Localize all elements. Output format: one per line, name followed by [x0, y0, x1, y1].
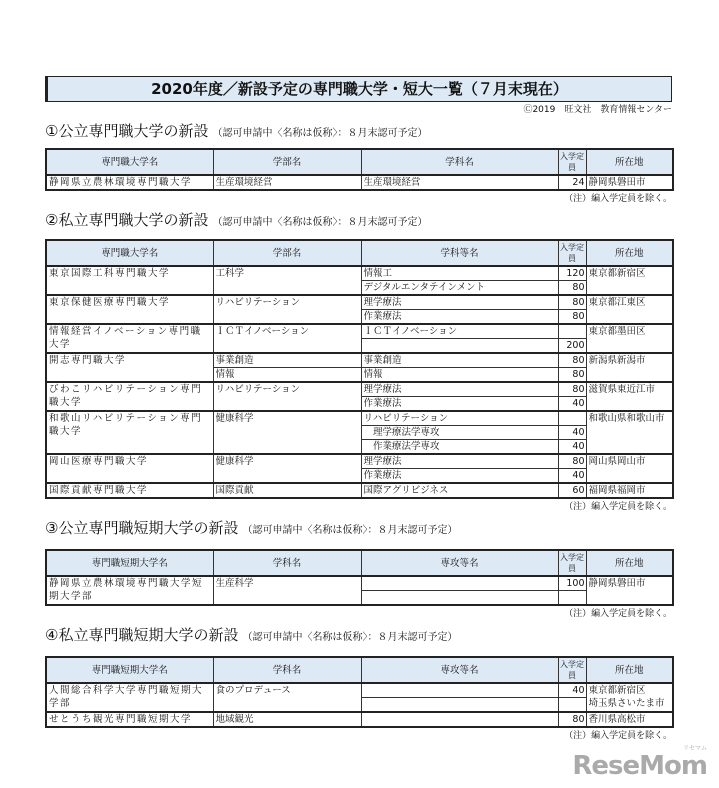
school-name-cell: [46, 712, 213, 727]
section-private-junior-college: [45, 625, 672, 743]
faculty-name: 事業創造: [214, 354, 361, 368]
faculty-name: 健康科学: [215, 456, 254, 467]
department-name: 生産環境経営: [363, 177, 421, 188]
school-name: 東京国際工科専門職大学: [49, 268, 171, 279]
logo-sub: リセマム: [683, 745, 707, 752]
school-name-cell: [46, 683, 213, 712]
column-header: 専門職短期大学名: [46, 550, 213, 576]
school-name: [49, 309, 211, 322]
department-name-cell: [361, 324, 558, 353]
location: [589, 468, 671, 481]
table-row: [46, 483, 673, 498]
capacity: 80: [559, 296, 587, 310]
column-header: 専攻等名: [361, 550, 558, 576]
school-name: 職大学: [49, 397, 83, 408]
section-subtitle: （認可申請中〈名称は仮称〉：８月末認可予定）: [242, 632, 458, 643]
resemom-logo: [45, 745, 707, 780]
school-name: 静岡県立農林環境専門職大学短: [49, 578, 204, 589]
table-row: [46, 266, 673, 295]
department-name: [364, 713, 556, 726]
department-name: 理学療法: [362, 383, 558, 397]
capacity: 80: [572, 714, 585, 725]
capacity: 80: [559, 383, 587, 397]
school-name: 学部: [49, 698, 72, 709]
department-name: [362, 577, 558, 591]
faculty-name-cell: [213, 324, 361, 353]
location-cell: [586, 683, 673, 712]
school-name-cell: [46, 454, 213, 483]
column-header: 学科名: [361, 149, 558, 175]
department-name: [362, 684, 558, 698]
school-name: 人間総合科学大学専門職短期大: [49, 685, 204, 696]
location: [589, 280, 671, 293]
footnote: （注）編入学定員を除く。: [564, 609, 672, 619]
faculty-name-cell: [213, 353, 361, 382]
department-name: [364, 591, 556, 604]
column-header: 専門職大学名: [46, 240, 213, 266]
column-header: 所在地: [586, 240, 673, 266]
capacity-cell: [558, 382, 586, 411]
department-name: 情報: [363, 369, 383, 380]
department-name: 事業創造: [362, 354, 558, 368]
column-header: 学科名: [213, 657, 361, 683]
column-header: 所在地: [586, 657, 673, 683]
faculty-name: 国際貢献: [215, 485, 254, 496]
capacity: 40: [572, 441, 585, 452]
faculty-name-cell: [213, 683, 361, 712]
school-name-cell: [46, 175, 213, 190]
footnote: （注）編入学定員を除く。: [564, 194, 672, 204]
section-heading: [45, 518, 672, 541]
table-row: [46, 324, 673, 353]
location: [589, 425, 671, 438]
school-name-cell: [46, 382, 213, 411]
location: [589, 396, 671, 409]
faculty-name-cell: [213, 382, 361, 411]
column-header: 入学定員: [558, 550, 586, 576]
capacity: 24: [572, 177, 585, 188]
table-row: [46, 175, 673, 190]
location: 静岡県磐田市: [588, 578, 646, 589]
column-header: 所在地: [586, 550, 673, 576]
school-name: 岡山医療専門職大学: [49, 456, 149, 467]
location: 東京都江東区: [588, 297, 646, 308]
school-name-cell: [46, 324, 213, 353]
school-name: 静岡県立農林環境専門職大学: [49, 177, 193, 188]
faculty-name: 生産科学: [215, 578, 254, 589]
logo-text: ReseMom: [572, 751, 707, 781]
department-name-cell: [361, 353, 558, 382]
faculty-name: 生産環境経営: [215, 177, 273, 188]
capacity-cell: [558, 175, 586, 190]
location: 東京都新宿区: [588, 685, 646, 696]
table-row: [46, 382, 673, 411]
section-subtitle: （認可申請中〈名称は仮称〉：８月末認可予定）: [212, 217, 428, 228]
department-name: 作業療法学専攻: [363, 441, 440, 452]
faculty-name: 健康科学: [215, 413, 254, 424]
faculty-name: リハビリテーション: [215, 384, 301, 395]
school-name-cell: [46, 411, 213, 454]
location: 香川県高松市: [588, 714, 646, 725]
section-subtitle: （認可申請中〈名称は仮称〉：８月末認可予定）: [242, 525, 458, 536]
capacity: 80: [572, 282, 585, 293]
faculty-name-cell: [213, 175, 361, 190]
location-cell: [586, 454, 673, 483]
department-name-cell: [361, 683, 558, 712]
capacity-cell: [558, 712, 586, 727]
table-row: [46, 295, 673, 324]
department-name: 理学療法学専攻: [362, 426, 558, 440]
faculty-name: 食のプロデュース: [215, 685, 291, 696]
column-header: 学科等名: [361, 240, 558, 266]
section-heading: [45, 210, 672, 233]
capacity: 40: [559, 426, 587, 440]
department-name: 理学療法: [362, 296, 558, 310]
location-cell: [586, 576, 673, 605]
capacity: 80: [559, 455, 587, 469]
faculty-name-cell: [213, 712, 361, 727]
listing-table: [45, 148, 674, 191]
school-name: [49, 468, 211, 481]
department-name-cell: [361, 712, 558, 727]
department-name-cell: [361, 382, 558, 411]
capacity: 40: [572, 398, 585, 409]
department-name-cell: [361, 576, 558, 605]
capacity: 120: [559, 267, 587, 281]
location-cell: [586, 483, 673, 498]
location: 岡山県岡山市: [588, 456, 646, 467]
table-row: [46, 683, 673, 712]
page-title: 2020年度／新設予定の専門職大学・短大一覧（７月末現在）: [45, 76, 672, 102]
section-private-university: [45, 210, 672, 514]
section-public-university: [45, 121, 672, 206]
section-public-junior-college: [45, 518, 672, 621]
column-header: 学部名: [213, 149, 361, 175]
department-name: [364, 698, 556, 711]
column-header: 専攻等名: [361, 657, 558, 683]
location-cell: [586, 712, 673, 727]
location-cell: [586, 324, 673, 353]
section-heading: [45, 625, 672, 648]
faculty-name: 情報: [215, 369, 235, 380]
faculty-name: [216, 468, 359, 481]
faculty-name-cell: [213, 295, 361, 324]
department-name: デジタルエンタテインメント: [363, 282, 486, 293]
location: 静岡県磐田市: [588, 177, 646, 188]
school-name-cell: [46, 576, 213, 605]
faculty-name-cell: [213, 411, 361, 454]
capacity: 40: [559, 684, 587, 698]
department-name: ＩＣＴイノベーション: [362, 325, 558, 339]
department-name: 作業療法: [363, 470, 402, 481]
capacity: 80: [572, 369, 585, 380]
location: [589, 338, 671, 351]
department-name: 作業療法: [363, 398, 402, 409]
school-name: 期大学部: [49, 591, 94, 602]
column-header: 入学定員: [558, 240, 586, 266]
capacity: 80: [559, 354, 587, 368]
section-title: ④私立専門職短期大学の新設: [45, 626, 239, 644]
faculty-name: [216, 280, 359, 293]
table-row: [46, 454, 673, 483]
school-name: [49, 280, 211, 293]
faculty-name: [216, 590, 359, 603]
school-name: びわこリハビリテーション専門: [49, 384, 203, 395]
capacity: [559, 325, 587, 339]
school-name: 東京保健医療専門職大学: [49, 297, 171, 308]
department-name-cell: [361, 454, 558, 483]
capacity: 60: [572, 485, 585, 496]
faculty-name: [216, 438, 359, 451]
faculty-name-cell: [213, 454, 361, 483]
column-header: 専門職短期大学名: [46, 657, 213, 683]
location: [589, 367, 671, 380]
department-name: 作業療法: [363, 311, 402, 322]
department-name: [364, 339, 556, 352]
column-header: 専門職大学名: [46, 149, 213, 175]
listing-table: [45, 239, 674, 499]
capacity-cell: [558, 454, 586, 483]
department-name-cell: [361, 295, 558, 324]
section-subtitle: （認可申請中〈名称は仮称〉：８月末認可予定）: [212, 128, 428, 139]
faculty-name: [216, 697, 359, 710]
department-name-cell: [361, 266, 558, 295]
column-header: 所在地: [586, 149, 673, 175]
copyright: Ⓒ2019 旺文社 教育情報センター: [523, 105, 672, 115]
location: [589, 438, 671, 451]
school-name: 大学: [49, 339, 72, 350]
capacity-cell: [558, 683, 586, 712]
capacity-cell: [558, 576, 586, 605]
capacity: 100: [559, 577, 587, 591]
footnote: （注）編入学定員を除く。: [564, 731, 672, 741]
listing-table: [45, 549, 674, 606]
school-name: せとうち観光専門職短期大学: [49, 714, 193, 725]
capacity-cell: [558, 266, 586, 295]
table-row: [46, 411, 673, 454]
department-name: リハビリテーション: [362, 412, 558, 426]
department-name-cell: [361, 175, 558, 190]
location-cell: [586, 353, 673, 382]
faculty-name: [216, 338, 359, 351]
location-cell: [586, 382, 673, 411]
department-name-cell: [361, 483, 558, 498]
section-heading: [45, 121, 672, 144]
school-name-cell: [46, 353, 213, 382]
section-title: ③公立専門職短期大学の新設: [45, 519, 239, 537]
section-title: ①公立専門職大学の新設: [45, 122, 209, 140]
location: 東京都新宿区: [588, 268, 646, 279]
footnote: （注）編入学定員を除く。: [564, 502, 672, 512]
listing-table: [45, 656, 674, 728]
school-name: [49, 438, 211, 451]
table-row: [46, 712, 673, 727]
table-row: [46, 576, 673, 605]
column-header: 学科名: [213, 550, 361, 576]
faculty-name: [216, 396, 359, 409]
faculty-name: 工科学: [215, 268, 245, 279]
school-name: 開志専門職大学: [49, 355, 127, 366]
faculty-name-cell: [213, 576, 361, 605]
location-cell: [586, 175, 673, 190]
column-header: 入学定員: [558, 657, 586, 683]
school-name-cell: [46, 483, 213, 498]
department-name-cell: [361, 411, 558, 454]
section-title: ②私立専門職大学の新設: [45, 211, 209, 229]
faculty-name: リハビリテーション: [215, 297, 301, 308]
location: 新潟県新潟市: [588, 355, 646, 366]
capacity-cell: [558, 324, 586, 353]
school-name: 国際貢献専門職大学: [49, 485, 149, 496]
capacity: [561, 698, 585, 711]
location: 東京都墨田区: [588, 326, 646, 337]
department-name: 情報工: [362, 267, 558, 281]
capacity-cell: [558, 411, 586, 454]
faculty-name: [216, 425, 359, 438]
location-cell: [586, 411, 673, 454]
location-cell: [586, 295, 673, 324]
faculty-name: [216, 309, 359, 322]
department-name: 国際アグリビジネス: [363, 485, 449, 496]
location: [589, 309, 671, 322]
school-name-cell: [46, 295, 213, 324]
location: [589, 590, 671, 603]
location: 和歌山県和歌山市: [588, 413, 665, 424]
school-name: 和歌山リハビリテーション専門: [49, 413, 203, 424]
capacity: 40: [572, 470, 585, 481]
school-name-cell: [46, 266, 213, 295]
capacity-cell: [558, 353, 586, 382]
table-row: [46, 353, 673, 382]
location: 滋賀県東近江市: [588, 384, 656, 395]
faculty-name-cell: [213, 266, 361, 295]
faculty-name: 地域観光: [215, 714, 254, 725]
column-header: 入学定員: [558, 149, 586, 175]
location: 埼玉県さいたま市: [588, 698, 665, 709]
location: 福岡県福岡市: [588, 485, 646, 496]
school-name: [49, 367, 211, 380]
column-header: 学部名: [213, 240, 361, 266]
capacity-cell: [558, 295, 586, 324]
department-name: 理学療法: [362, 455, 558, 469]
capacity: 200: [566, 340, 585, 351]
capacity-cell: [558, 483, 586, 498]
school-name: 職大学: [49, 426, 83, 437]
faculty-name-cell: [213, 483, 361, 498]
location-cell: [586, 266, 673, 295]
capacity: [561, 591, 585, 604]
capacity: [559, 412, 587, 426]
capacity: 80: [572, 311, 585, 322]
faculty-name: ＩＣＴイノベーション: [215, 326, 310, 337]
school-name: 情報経営イノベーション専門職: [49, 326, 202, 337]
